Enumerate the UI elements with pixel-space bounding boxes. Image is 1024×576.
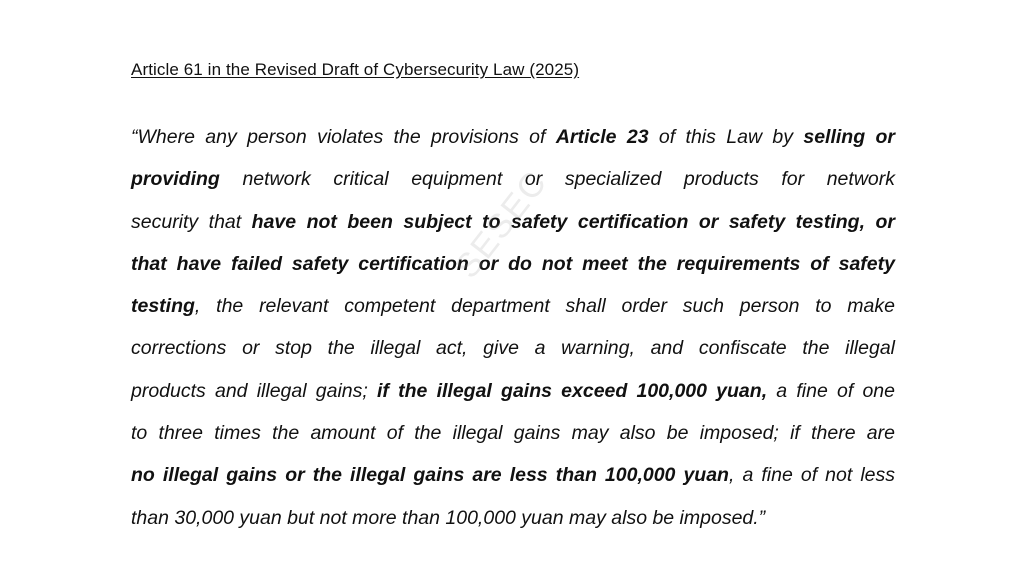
- quote-text: network critical equipment or specialized products for network: [219, 168, 895, 191]
- quote-line: [131, 370, 895, 412]
- quote-emphasis: testing: [131, 295, 195, 318]
- quote-emphasis: that have failed safety certification or do not meet the requirements of safety: [131, 252, 895, 275]
- article-quote: [131, 116, 895, 539]
- quote-line: [131, 201, 895, 243]
- quote-emphasis: providing: [131, 168, 220, 191]
- quote-line: [131, 158, 895, 200]
- quote-text: than 30,000 yuan but not more than 100,000 yuan may also be imposed.”: [131, 506, 766, 529]
- quote-line: [131, 454, 895, 496]
- quote-emphasis: have not been subject to safety certification or safety testing, or: [251, 210, 895, 233]
- quote-text: products and illegal gains;: [131, 379, 378, 402]
- quote-text: a fine of one: [767, 379, 895, 402]
- quote-text: security that: [131, 210, 252, 233]
- quote-emphasis: if the illegal gains exceed 100,000 yuan,: [377, 379, 768, 402]
- quote-text: corrections or stop the illegal act, give a warning, and confiscate the illegal: [131, 337, 895, 360]
- quote-text: to three times the amount of the illegal gains may also be imposed; if there are: [131, 422, 895, 445]
- quote-emphasis: selling or: [803, 126, 895, 148]
- quote-line: [131, 285, 895, 327]
- quote-line: [131, 116, 895, 158]
- quote-text: of this Law by: [648, 126, 804, 148]
- quote-text: “Where any person violates the provisions of: [131, 126, 556, 148]
- watermark: SESEC: [448, 163, 556, 286]
- quote-text: , a fine of not less: [728, 464, 896, 487]
- quote-emphasis: Article 23: [555, 126, 649, 148]
- quote-line: [131, 497, 895, 539]
- quote-line: [131, 243, 895, 285]
- quote-line: [131, 327, 895, 369]
- quote-emphasis: no illegal gains or the illegal gains are less than 100,000 yuan: [131, 464, 729, 487]
- quote-line: [131, 412, 895, 454]
- article-title: Article 61 in the Revised Draft of Cybersecurity Law (2025): [131, 60, 580, 79]
- quote-text: , the relevant competent department shall order such person to make: [194, 295, 895, 318]
